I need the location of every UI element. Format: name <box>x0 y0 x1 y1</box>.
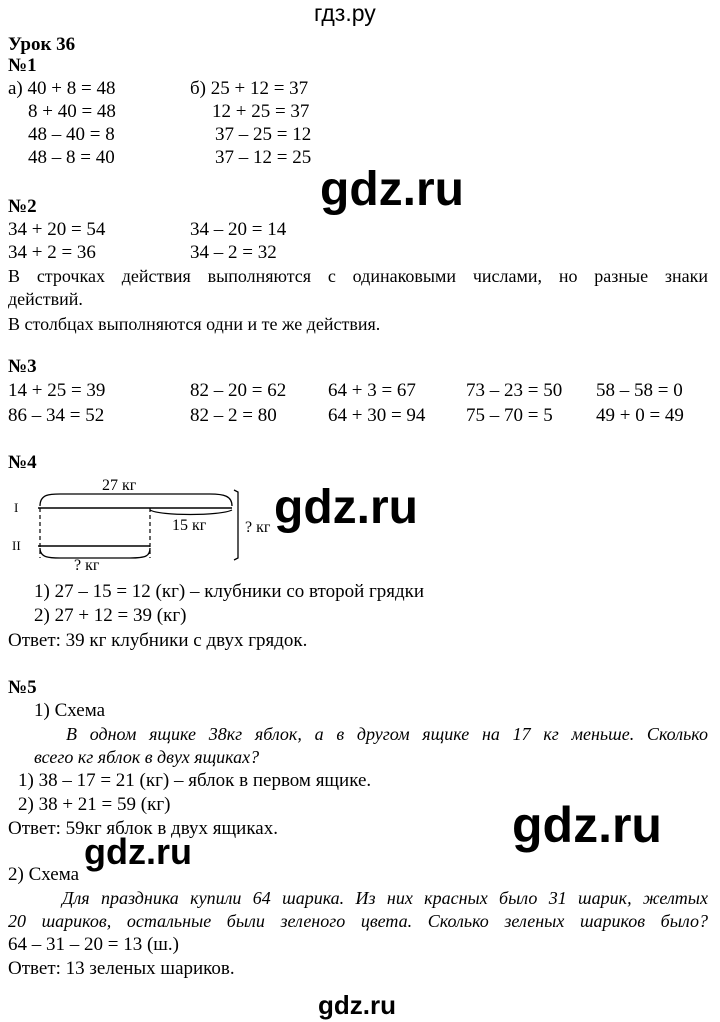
task5-part1-answer: Ответ: 59кг яблок в двух ящиках. <box>8 818 278 839</box>
task3-cell: 49 + 0 = 49 <box>596 405 684 426</box>
task1-a-line: 8 + 40 = 48 <box>28 101 116 122</box>
task3-cell: 82 – 2 = 80 <box>190 405 277 426</box>
task2-text: В строчках действия выполняются с одинаковыми числами, но разные знаки <box>8 266 708 286</box>
task1-a-line: 48 – 8 = 40 <box>28 147 115 168</box>
task5-part2-answer: Ответ: 13 зеленых шариков. <box>8 958 235 979</box>
task1-b-line: б) 25 + 12 = 37 <box>190 78 309 99</box>
task5-part2-problem: 20 шариков, остальные были зеленого цвета. Сколько зеленых шариков было? <box>8 911 708 931</box>
task3-cell: 64 + 30 = 94 <box>328 405 426 426</box>
task3-cell: 14 + 25 = 39 <box>8 380 106 401</box>
task1-a-line: 48 – 40 = 8 <box>28 124 115 145</box>
task3-cell: 58 – 58 = 0 <box>596 380 683 401</box>
diagram-diff-label: 15 кг <box>172 517 207 534</box>
task5-part1-label: 1) Схема <box>34 700 106 721</box>
task4-answer: Ответ: 39 кг клубники с двух грядок. <box>8 630 308 651</box>
sum-bracket <box>234 490 238 560</box>
task2-cell: 34 – 20 = 14 <box>190 219 287 240</box>
task1-b-line: 37 – 25 = 12 <box>215 124 312 145</box>
watermark: gdz.ru <box>512 797 662 853</box>
watermark: gdz.ru <box>320 163 464 216</box>
task3-cell: 86 – 34 = 52 <box>8 405 105 426</box>
task3-cell: 82 – 20 = 62 <box>190 380 287 401</box>
task2-text: действий. <box>8 289 83 309</box>
task5-part1-step: 1) 38 – 17 = 21 (кг) – яблок в первом ящике. <box>18 770 372 791</box>
task1-b-line: 37 – 12 = 25 <box>215 147 312 168</box>
task2-cell: 34 + 2 = 36 <box>8 242 96 263</box>
task1-a-line: а) 40 + 8 = 48 <box>8 78 116 99</box>
task5-heading: №5 <box>8 677 37 698</box>
task2-text: В столбцах выполняются одни и те же действия. <box>8 314 381 334</box>
task5-part1-problem: всего кг яблок в двух ящиках? <box>34 747 260 767</box>
watermark: gdz.ru <box>84 831 192 872</box>
task3-cell: 64 + 3 = 67 <box>328 380 416 401</box>
diagram-sum-label: ? кг <box>245 519 271 536</box>
task3-cell: 75 – 70 = 5 <box>466 405 553 426</box>
task3-heading: №3 <box>8 356 37 377</box>
lesson-title: Урок 36 <box>8 34 76 55</box>
segment-diagram <box>0 470 300 570</box>
task5-part2-problem: Для праздника купили 64 шарика. Из них красных было 31 шарик, желтых <box>62 888 708 908</box>
task5-part2-solution: 64 – 31 – 20 = 13 (ш.) <box>8 934 179 955</box>
task4-step: 1) 27 – 15 = 12 (кг) – клубники со второй грядки <box>34 581 425 602</box>
watermark: gdz.ru <box>274 481 418 534</box>
task3-cell: 73 – 23 = 50 <box>466 380 563 401</box>
task5-part1-problem: В одном ящике 38кг яблок, а в другом ящике на 17 кг меньше. Сколько <box>66 724 708 744</box>
task2-heading: №2 <box>8 196 37 217</box>
task2-cell: 34 + 20 = 54 <box>8 219 106 240</box>
diagram-bottom-label: ? кг <box>74 557 100 570</box>
task4-heading: №4 <box>8 452 37 473</box>
task2-cell: 34 – 2 = 32 <box>190 242 277 263</box>
diagram-top-label: 27 кг <box>102 477 137 494</box>
task1-b-line: 12 + 25 = 37 <box>212 101 310 122</box>
diff-brace <box>150 510 232 515</box>
task5-part2-label: 2) Схема <box>8 864 80 885</box>
diagram-row1-label: I <box>14 500 19 515</box>
diagram-row2-label: II <box>12 538 21 553</box>
site-header: гдз.ру <box>314 0 376 26</box>
top-brace <box>40 494 232 506</box>
task1-heading: №1 <box>8 55 37 76</box>
watermark: gdz.ru <box>318 990 396 1020</box>
task4-step: 2) 27 + 12 = 39 (кг) <box>34 605 187 626</box>
task5-part1-step: 2) 38 + 21 = 59 (кг) <box>18 794 171 815</box>
